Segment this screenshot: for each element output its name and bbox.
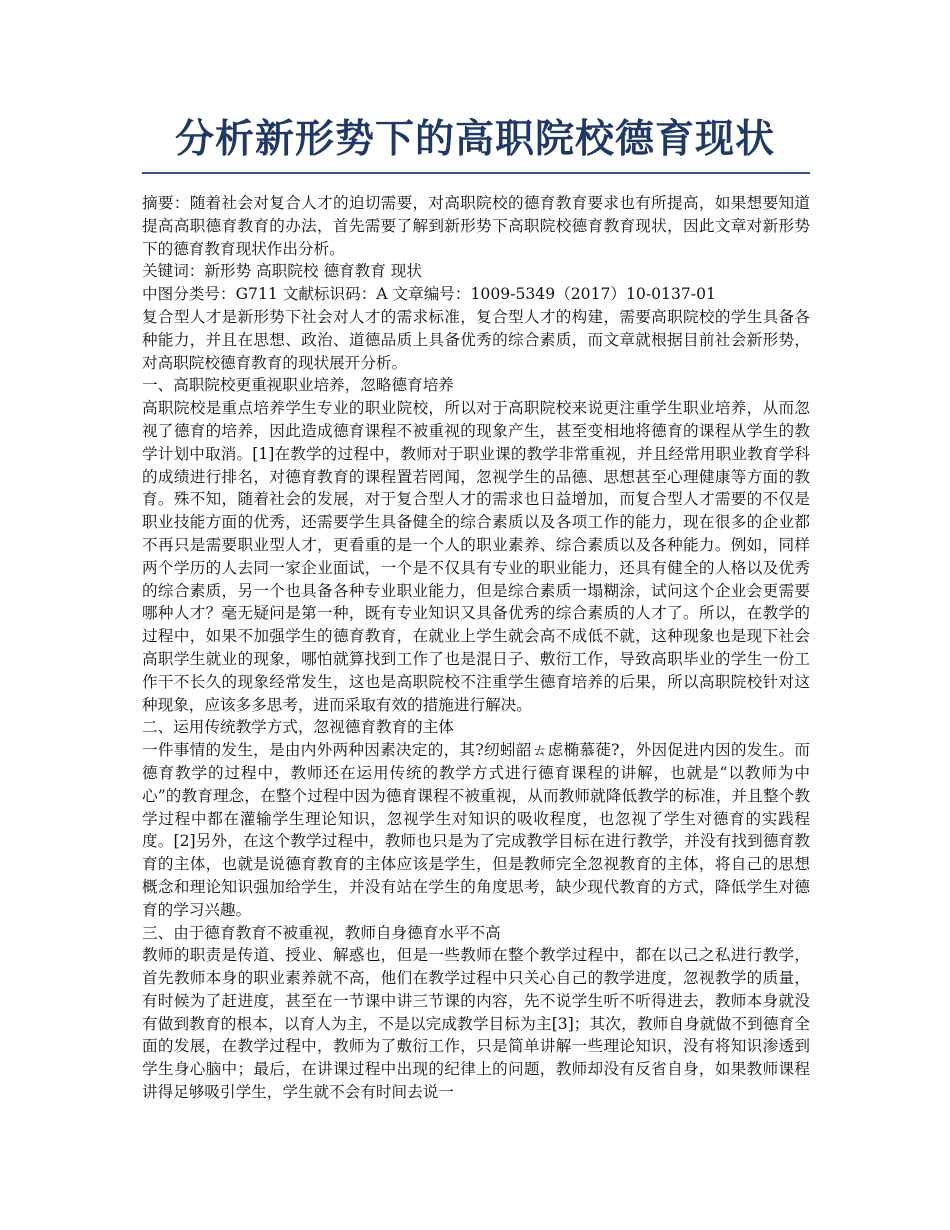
section-heading-1: 一、高职院校更重视职业培养，忽略德育培养: [142, 376, 454, 395]
document-title: 分析新形势下的高职院校德育现状: [174, 117, 775, 162]
section-body-1: 高职院校是重点培养学生专业的职业院校，所以对于高职院校来说更注重学生职业培养，从而忽视了德育的培养，因此造成德育课程不被重视的现象产生，甚至变相地将德育的课程从学生的教学计划中取消。[1]在教学的过程中，教师对于职业课的教学非常重视，并且经常用职业教育学科的成绩进行排名，对德育教育的课程置若罔闻，忽视学生的品德、思想甚至心理健康等方面的教育。殊不知，随着社会的发展，对于复合型人才的需求也日益增加，而复合型人才需要的不仅是职业技能方面的优秀，还需要学生具备健全的综合素质以及各项工作的能力，现在很多的企业都不再只是需要职业型人才，更看重的是一个人的职业素养、综合素质以及各种能力。例如，同样两个学历的人去同一家企业面试，一个是不仅具有专业的职业能力，还具有健全的人格以及优秀的综合素质，另一个也具备各种专业职业能力，但是综合素质一塌糊涂，试问这个企业会更需要哪种人才？毫无疑问是第一种，既有专业知识又具备优秀的综合素质的人才了。所以，在教学的过程中，如果不加强学生的德育教育，在就业上学生就会高不成低不就，这种现象也是现下社会高职学生就业的现象，哪怕就算找到工作了也是混日子、敷衍工作，导致高职毕业的学生一份工作干不长久的现象经常发生，这也是高职院校不注重学生德育培养的后果，所以高职院校针对这种现象，应该多多思考，进而采取有效的措施进行解决。: [142, 399, 810, 714]
section-heading-2: 二、运用传统教学方式，忽视德育教育的主体: [142, 718, 454, 737]
intro-paragraph: 复合型人才是新形势下社会对人才的需求标准，复合型人才的构建，需要高职院校的学生具备各种能力，并且在思想、政治、道德品质上具备优秀的综合素质，而文章就根据目前社会新形势，对高职院校德育教育的现状展开分析。: [142, 307, 810, 372]
classification-line: 中图分类号：G711 文献标识码：A 文章编号：1009-5349（2017）10-0137-01: [142, 285, 716, 304]
abstract-paragraph: 摘要：随着社会对复合人才的迫切需要，对高职院校的德育教育要求也有所提高，如果想要知道提高高职德育教育的办法，首先需要了解到新形势下高职院校德育教育现状，因此文章对新形势下的德育教育现状作出分析。: [142, 194, 810, 258]
section-heading-3: 三、由于德育教育不被重视，教师自身德育水平不高: [142, 923, 501, 942]
document-body: [142, 192, 810, 1104]
section-body-3: 教师的职责是传道、授业、解惑也，但是一些教师在整个教学过程中，都在以己之私进行教学，首先教师本身的职业素养就不高，他们在教学过程中只关心自己的教学进度，忽视教学的质量，有时候为了赶进度，甚至在一节课中讲三节课的内容，先不说学生听不听得进去，教师本身就没有做到教育的根本，以育人为主，不是以完成教学目标为主[3]；其次，教师自身就做不到德育全面的发展，在教学过程中，教师为了敷衍工作，只是简单讲解一些理论知识，没有将知识渗透到学生身心脑中；最后，在讲课过程中出现的纪律上的问题，教师却没有反省自身，如果教师课程讲得足够吸引学生，学生就不会有时间去说一: [142, 946, 810, 1102]
section-body-2: 一件事情的发生，是由内外两种因素决定的，其?纫蚓韶ㄊ虑椭慕蓰?，外因促进内因的发生。而德育教学的过程中，教师还在运用传统的教学方式进行德育课程的讲解，也就是“以教师为中心”的教育理念，在整个过程中因为德育课程不被重视，从而教师就降低教学的标准，并且整个教学过程中都在灌输学生理论知识，忽视学生对知识的吸收程度，也忽视了学生对德育的实践程度。[2]另外，在这个教学过程中，教师也只是为了完成教学目标在进行教学，并没有找到德育教育的主体，也就是说德育教育的主体应该是学生，但是教师完全忽视教育的主体，将自己的思想概念和理论知识强加给学生，并没有站在学生的角度思考，缺少现代教育的方式，降低学生对德育的学习兴趣。: [142, 741, 810, 919]
keywords-line: 关键词：新形势 高职院校 德育教育 现状: [142, 262, 422, 281]
title-underline: [142, 172, 810, 174]
